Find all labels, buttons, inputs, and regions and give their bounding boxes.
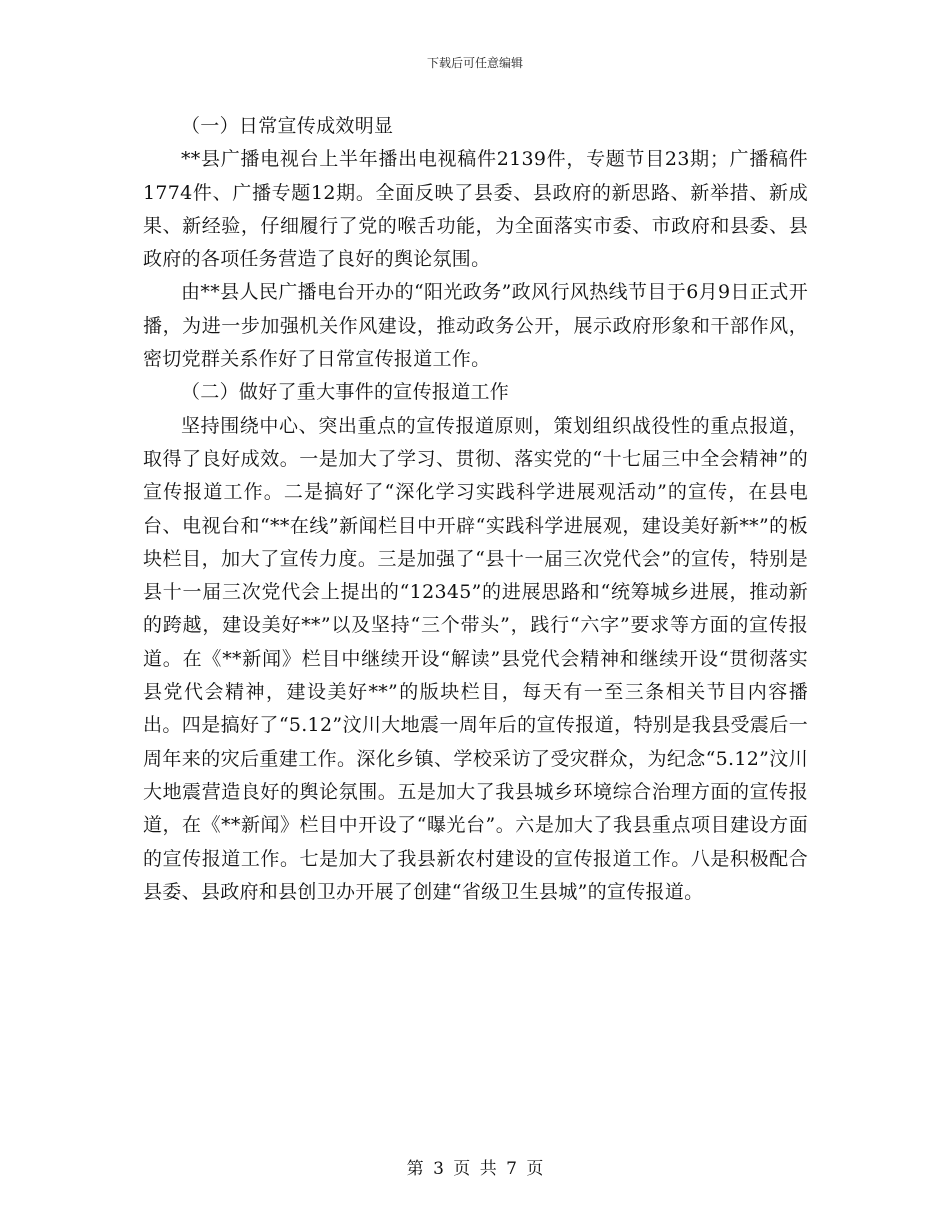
page-number-footer: 第 3 页 共 7 页 — [406, 1159, 544, 1179]
page-header-note: 下载后可任意编辑 — [426, 56, 523, 70]
section-heading-major-events: （二）做好了重大事件的宣传报道工作 — [181, 381, 510, 404]
paragraph-hotline-program: 由**县人民广播电台开办的“阳光政务”政风行风热线节目于6月9日正式开播，为进一步加强机关作风建设，推动政务公开，展示政府形象和干部作风，密切党群关系作好了日常宣传报道工作。 — [143, 281, 808, 371]
section-heading-daily-publicity: （一）日常宣传成效明显 — [181, 115, 394, 137]
paragraph-major-reporting: 坚持围绕中心、突出重点的宣传报道原则，策划组织战役性的重点报道，取得了良好成效。一是加大了学习、贯彻、落实党的“十七届三中全会精神”的宣传报道工作。二是搞好了“深化学习实践科学进展观活动”的宣传，在县电台、电视台和“**在线”新闻栏目中开辟“实践科学进展观，建设美好新**”的板块栏目，加大了宣传力度。三是加强了“县十一届三次党代会”的宣传，特别是县十一届三次党代会上提出的“12345”的进展思路和“统筹城乡进展，推动新的跨越，建设美好**”以及坚持“三个带头”，践行“六字”要求等方面的宣传报道。在《**新闻》栏目中继续开设“解读”县党代会精神和继续开设“贯彻落实县党代会精神，建设美好**”的版块栏目，每天有一至三条相关节目内容播出。四是搞好了“5.12”汶川大地震一周年后的宣传报道，特别是我县受震后一周年来的灾后重建工作。深化乡镇、学校采访了受灾群众，为纪念“5.12”汶川大地震营造良好的舆论氛围。五是加大了我县城乡环境综合治理方面的宣传报道，在《**新闻》栏目中开设了“曝光台”。六是加大了我县重点项目建设方面的宣传报道工作。七是加大了我县新农村建设的宣传报道工作。八是积极配合县委、县政府和县创卫办开展了创建“省级卫生县城”的宣传报道。 — [143, 414, 808, 903]
document-body — [143, 110, 808, 909]
paragraph-broadcast-stats: **县广播电视台上半年播出电视稿件2139件，专题节目23期；广播稿件1774件、广播专题12期。全面反映了县委、县政府的新思路、新举措、新成果、新经验，仔细履行了党的喉舌功能，为全面落实市委、市政府和县委、县政府的各项任务营造了良好的舆论氛围。 — [143, 148, 808, 271]
